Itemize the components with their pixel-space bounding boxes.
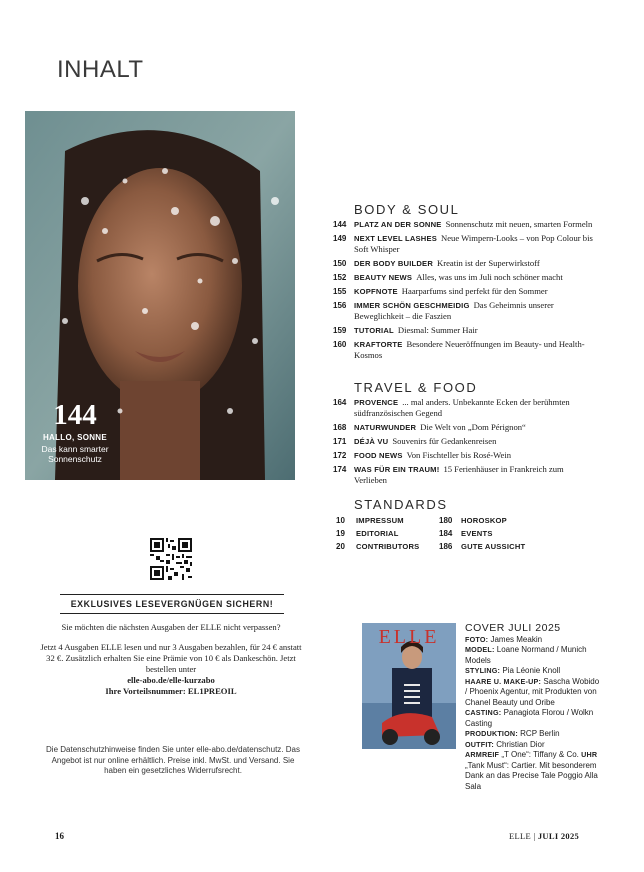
toc-headline: TUTORIAL	[354, 326, 394, 335]
credit-label: HAARE U. MAKE-UP:	[465, 676, 542, 686]
standards-page: 186	[439, 542, 453, 551]
toc-headline: KRAFTORTE	[354, 340, 403, 349]
qr-code[interactable]	[150, 538, 192, 580]
standards-item[interactable]	[439, 514, 525, 527]
section-title-standards: STANDARDS	[354, 497, 448, 512]
toc-headline: PLATZ AN DER SONNE	[354, 220, 442, 229]
standards-label: IMPRESSUM	[356, 516, 404, 525]
toc-item[interactable]	[333, 436, 593, 447]
credit-label: MODEL:	[465, 645, 495, 654]
toc-item[interactable]	[333, 233, 593, 255]
credit-label: OUTFIT:	[465, 739, 494, 749]
toc-item[interactable]	[333, 219, 593, 230]
toc-description: Neue Wimpern-Looks – von Pop Colour bis Soft Whisper	[354, 233, 593, 254]
toc-description: Alles, was uns im Juli noch schöner macht	[416, 272, 563, 282]
cover-credits	[465, 623, 600, 792]
toc-description: Sonnenschutz mit neuen, smarten Formeln	[445, 219, 593, 229]
toc-page: 152	[333, 273, 347, 282]
standards-page: 180	[439, 516, 453, 525]
credit-text: Loane Normand / Munich Models	[465, 645, 587, 665]
standards-list-left	[336, 514, 419, 553]
toc-description: Besondere Neueröffnungen im Beauty- und Health-Kosmos	[354, 339, 585, 360]
toc-item[interactable]	[333, 464, 593, 486]
credit-line	[465, 740, 600, 751]
toc-headline: BEAUTY NEWS	[354, 273, 413, 282]
promo-code: Ihre Vorteilsnummer: EL1PREOIL	[105, 686, 237, 696]
credit-text: RCP Berlin	[520, 729, 560, 738]
toc-page: 156	[333, 301, 347, 310]
toc-page: 168	[333, 423, 347, 432]
legal-notice: Die Datenschutzhinweise finden Sie unter elle-abo.de/datenschutz. Das Angebot ist nur online erhältlich. Preise inkl. MwSt. und Versand. Sie haben ein gesetzliches Widerrufsrecht.	[46, 745, 300, 775]
credit-line	[465, 677, 600, 709]
credit-text: Pia Léonie Knoll	[502, 666, 561, 675]
toc-headline: KOPFNOTE	[354, 287, 398, 296]
credit-text: „T One“: Tiffany & Co.	[501, 750, 579, 759]
credit-label: STYLING:	[465, 666, 501, 675]
promo-offer: Jetzt 4 Ausgaben ELLE lesen und nur 3 Ausgaben bezahlen, für 24 € anstatt 32 €. Zusätzlich erhalten Sie eine Prämie von 10 € als Dankeschön. Jetzt bestellen unter	[40, 642, 302, 674]
toc-page: 160	[333, 340, 347, 349]
standards-item[interactable]	[336, 514, 419, 527]
caption-page-number: 144	[53, 399, 97, 431]
credit-text: James Meakin	[490, 634, 543, 644]
cover-title: COVER JULI 2025	[465, 622, 561, 634]
credit-label: ARMREIF	[465, 750, 500, 759]
credit-label: PRODUKTION:	[465, 729, 518, 738]
page-title: INHALT	[57, 56, 144, 83]
toc-description: 15 Ferienhäuser in Frankreich zum Verlieben	[354, 464, 564, 485]
toc-body-soul	[333, 219, 593, 364]
toc-item[interactable]	[333, 300, 593, 322]
toc-page: 155	[333, 287, 347, 296]
toc-item[interactable]	[333, 325, 593, 336]
standards-label: EDITORIAL	[356, 529, 399, 538]
standards-page: 20	[336, 542, 345, 551]
toc-item[interactable]	[333, 258, 593, 269]
toc-item[interactable]	[333, 422, 593, 433]
standards-page: 184	[439, 529, 453, 538]
standards-page: 10	[336, 516, 345, 525]
credit-text: Sascha Wobido / Phoenix Agentur, mit Produkten von Chanel Beauty und Oribe	[465, 676, 600, 707]
footer-separator: |	[533, 831, 536, 841]
credit-text: Christian Dior	[496, 739, 545, 749]
cover-logo: ELLE	[378, 626, 440, 648]
footer-issue	[509, 831, 579, 841]
toc-page: 150	[333, 259, 347, 268]
page-number: 16	[55, 831, 64, 841]
toc-page: 172	[333, 451, 347, 460]
standards-item[interactable]	[336, 540, 419, 553]
toc-description: Diesmal: Summer Hair	[397, 325, 478, 335]
toc-description: Das Geheimnis unserer Beweglichkeit – die Faszien	[354, 300, 554, 321]
toc-page: 174	[333, 465, 347, 474]
promo-link[interactable]: elle-abo.de/elle-kurzabo	[127, 675, 215, 685]
photo-caption	[25, 401, 125, 464]
toc-page: 171	[333, 437, 347, 446]
credit-text: Panagiota Florou / Wolkn Casting	[465, 708, 594, 728]
toc-description: Die Welt von „Dom Pérignon“	[420, 422, 526, 432]
toc-item[interactable]	[333, 272, 593, 283]
section-title-travel-food: TRAVEL & FOOD	[354, 380, 478, 395]
credit-line	[465, 666, 600, 677]
promo-intro: Sie möchten die nächsten Ausgaben der ELLE nicht verpassen?	[61, 622, 281, 632]
toc-item[interactable]	[333, 339, 593, 361]
toc-description: ... mal anders. Unbekannte Ecken der berühmten südfranzösischen Gegend	[354, 397, 570, 418]
promo-body	[40, 622, 302, 697]
toc-headline: PROVENCE	[354, 398, 399, 407]
standards-item[interactable]	[336, 527, 419, 540]
standards-list-right	[439, 514, 525, 553]
credit-text: „Tank Must“: Cartier. Mit besonderem Dank an das Precise Tale Poggio Alla Sala	[465, 760, 598, 791]
toc-page: 144	[333, 220, 347, 229]
toc-page: 164	[333, 398, 347, 407]
toc-item[interactable]	[333, 450, 593, 461]
caption-headline: HALLO, SONNE	[42, 433, 108, 442]
standards-label: EVENTS	[461, 529, 493, 538]
credit-line	[465, 635, 600, 646]
cover-image	[362, 623, 456, 749]
toc-headline: DÉJÀ VU	[354, 437, 389, 446]
section-title-body-soul: BODY & SOUL	[354, 202, 460, 217]
footer-issue-date: JULI 2025	[537, 831, 580, 841]
toc-item[interactable]	[333, 397, 593, 419]
toc-description: Souvenirs für Gedankenreisen	[392, 436, 497, 446]
caption-subline: Das kann smarter Sonnenschutz	[41, 444, 109, 464]
toc-headline: FOOD NEWS	[354, 451, 403, 460]
toc-headline: NEXT LEVEL LASHES	[354, 234, 438, 243]
toc-page: 149	[333, 234, 347, 243]
standards-label: CONTRIBUTORS	[356, 542, 420, 551]
toc-headline: WAS FÜR EIN TRAUM!	[354, 465, 440, 474]
standards-item[interactable]	[439, 527, 525, 540]
standards-page: 19	[336, 529, 345, 538]
credit-label: UHR	[581, 750, 598, 759]
credit-line	[465, 708, 600, 729]
toc-headline: IMMER SCHÖN GESCHMEIDIG	[354, 301, 470, 310]
standards-label: HOROSKOP	[461, 516, 507, 525]
standards-label: GUTE AUSSICHT	[461, 542, 526, 551]
toc-description: Haarparfums sind perfekt für den Sommer	[401, 286, 548, 296]
credit-line	[465, 750, 600, 792]
promo-headline: EXKLUSIVES LESEVERGNÜGEN SICHERN!	[60, 594, 284, 614]
standards-item[interactable]	[439, 540, 525, 553]
toc-item[interactable]	[333, 286, 593, 297]
credit-label: CASTING:	[465, 708, 502, 717]
toc-headline: NATURWUNDER	[354, 423, 417, 432]
toc-description: Kreatin ist der Superwirkstoff	[437, 258, 540, 268]
toc-description: Von Fischteller bis Rosé-Wein	[406, 450, 512, 460]
toc-travel-food	[333, 397, 593, 489]
credit-label: FOTO:	[465, 634, 489, 644]
credit-line	[465, 729, 600, 740]
credit-line	[465, 645, 600, 666]
toc-headline: DER BODY BUILDER	[354, 259, 434, 268]
toc-page: 159	[333, 326, 347, 335]
footer-magazine: ELLE	[509, 831, 531, 841]
